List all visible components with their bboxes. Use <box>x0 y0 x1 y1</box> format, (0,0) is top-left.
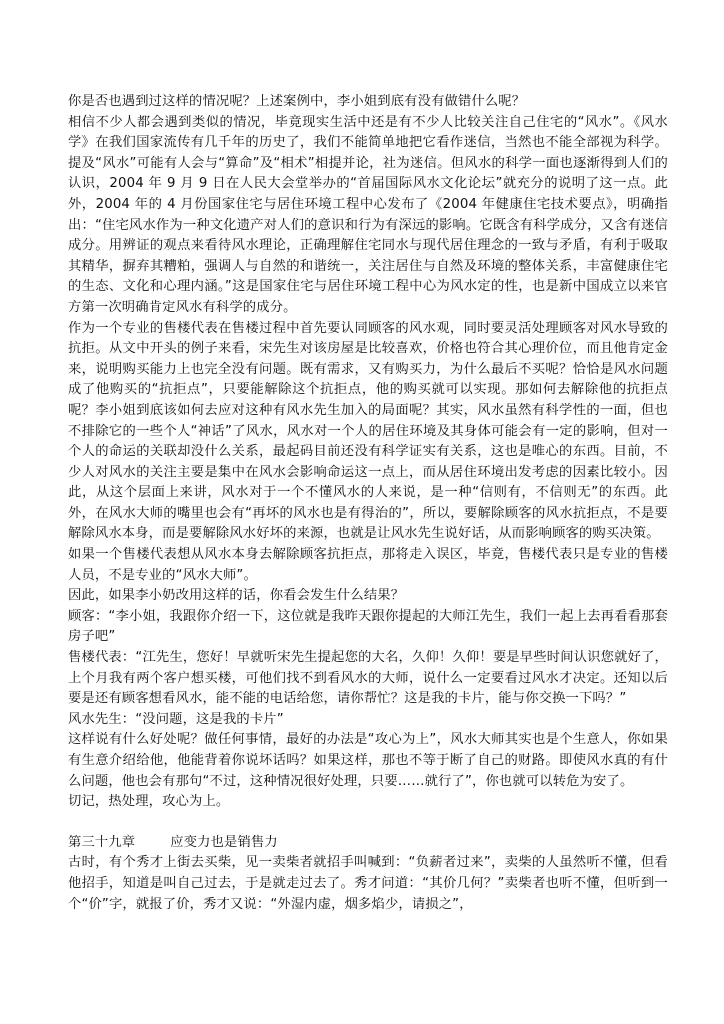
document-page <box>68 92 668 915</box>
paragraph: 这样说有什么好处呢？做任何事情，最好的办法是“攻心为上”，风水大师其实也是个生意人，你如果有生意介绍给他，他能背着你说坏话吗？如果这样，那也不等于断了自己的财路。即使风水真的有什么问题，他也会有那句“不过，这种情况很好处理，只要……就行了”，你也就可以转危为安了。 <box>68 732 668 789</box>
paragraph: 相信不少人都会遇到类似的情况，毕竟现实生活中还是有不少人比较关注自己住宅的“风水”。《风水学》在我们国家流传有几千年的历史了，我们不能简单地把它看作迷信，当然也不能全部视为科学。提及“风水”可能有人会与“算命”及“相术”相提并论，社为迷信。但风水的科学一面也逐渐得到人们的认识，2004 年 9 月 9 日在人民大会堂举办的“首届国际风水文化论坛”就充分的说明了这一点。此外，2004 年的 4 月份国家住宅与居住环境工程中心发布了《2004 年健康住宅技术要点》，明确指出：“住宅风水作为一种文化遗产对人们的意识和行为有深远的影响。它既含有科学成分，又含有迷信成分。用辨证的观点来看待风水理论，正确理解住宅同水与现代居住理念的一致与矛盾，有利于吸取其精华，摒弃其糟粕，强调人与自然的和谐统一，关注居住与自然及环境的整体关系，丰富健康住宅的生态、文化和心理内涵。”这是国家住宅与居住环境工程中心为风水定的性，也是新中国成立以来官方第一次明确肯定风水有科学的成分。 <box>68 114 668 315</box>
dialogue-sales-rep: 售楼代表：“江先生，您好！早就听宋先生提起您的大名，久仰！久仰！要是早些时间认识您就好了，上个月我有两个客户想买楼，可他们找不到看风水的大师，说什么一定要看过风水才决定。还知以后要是还有顾客想看风水，能不能的电话给您，请你帮忙？这是我的卡片，能与你交换一下吗？” <box>68 650 668 707</box>
paragraph: 如果一个售楼代表想从风水本身去解除顾客抗拒点，那将走入误区，毕竟，售楼代表只是专业的售楼人员，不是专业的“风水大师”。 <box>68 547 668 583</box>
paragraph: 古时，有个秀才上街去买柴，见一卖柴者就招手叫喊到：“负薪者过来”，卖柴的人虽然听不懂，但看他招手，知道是叫自己过去，于是就走过去了。秀才问道：“其价几何？”卖柴者也听不懂，但听到一个“价”字，就报了价，秀才又说：“外湿内虚，烟多焰少，请损之”， <box>68 855 668 912</box>
paragraph: 切记，热处理，攻心为上。 <box>68 794 230 810</box>
paragraph: 因此，如果李小奶改用这样的话，你看会发生什么结果？ <box>68 588 405 604</box>
chapter-heading: 第三十九章 应变力也是销售力 <box>68 834 278 850</box>
dialogue-fengshui-master: 风水先生：“没问题，这是我的卡片” <box>68 711 284 727</box>
paragraph: 你是否也遇到过这样的情况呢？上述案例中，李小姐到底有没有做错什么呢？ <box>68 94 526 109</box>
dialogue-customer: 顾客：“李小姐，我跟你介绍一下，这位就是我昨天跟你提起的大师江先生，我们一起上去再看看那套房子吧” <box>68 608 668 645</box>
blank-line <box>68 813 668 833</box>
paragraph: 作为一个专业的售楼代表在售楼过程中首先要认同顾客的风水观，同时要灵活处理顾客对风水导致的抗拒。从文中开头的例子来看，宋先生对该房屋是比较喜欢，价格也符合其心理价位，而且他肯定金来，说明购买能力上也完全没有问题。既有需求，又有购买力，为什么最后不买呢？恰恰是风水问题成了他购买的“抗拒点”，只要能解除这个抗拒点，他的购买就可以实现。那如何去解除他的抗拒点呢？李小姐到底该如何去应对这种有风水先生加入的局面呢？其实，风水虽然有科学性的一面，但也不排除它的一些个人“神话”了风水，风水对一个人的居住环境及其身体可能会有一定的影响，但对一个人的命运的关联却没什么关系，最起码目前还没有科学证实有关系，这也是唯心的东西。目前，不少人对风水的关注主要是集中在风水会影响命运这一点上，而从居住环境出发考虑的因素比较小。因此，从这个层面上来讲，风水对于一个不懂风水的人来说，是一种“信则有，不信则无”的东西。此外，在风水大师的嘴里也会有“再坏的风水也是有得治的”，所以，要解除顾客的风水抗拒点，不是要解除风水本身，而是要解除风水好坏的来源，也就是让风水先生说好话，从而影响顾客的购买决策。 <box>68 320 668 542</box>
